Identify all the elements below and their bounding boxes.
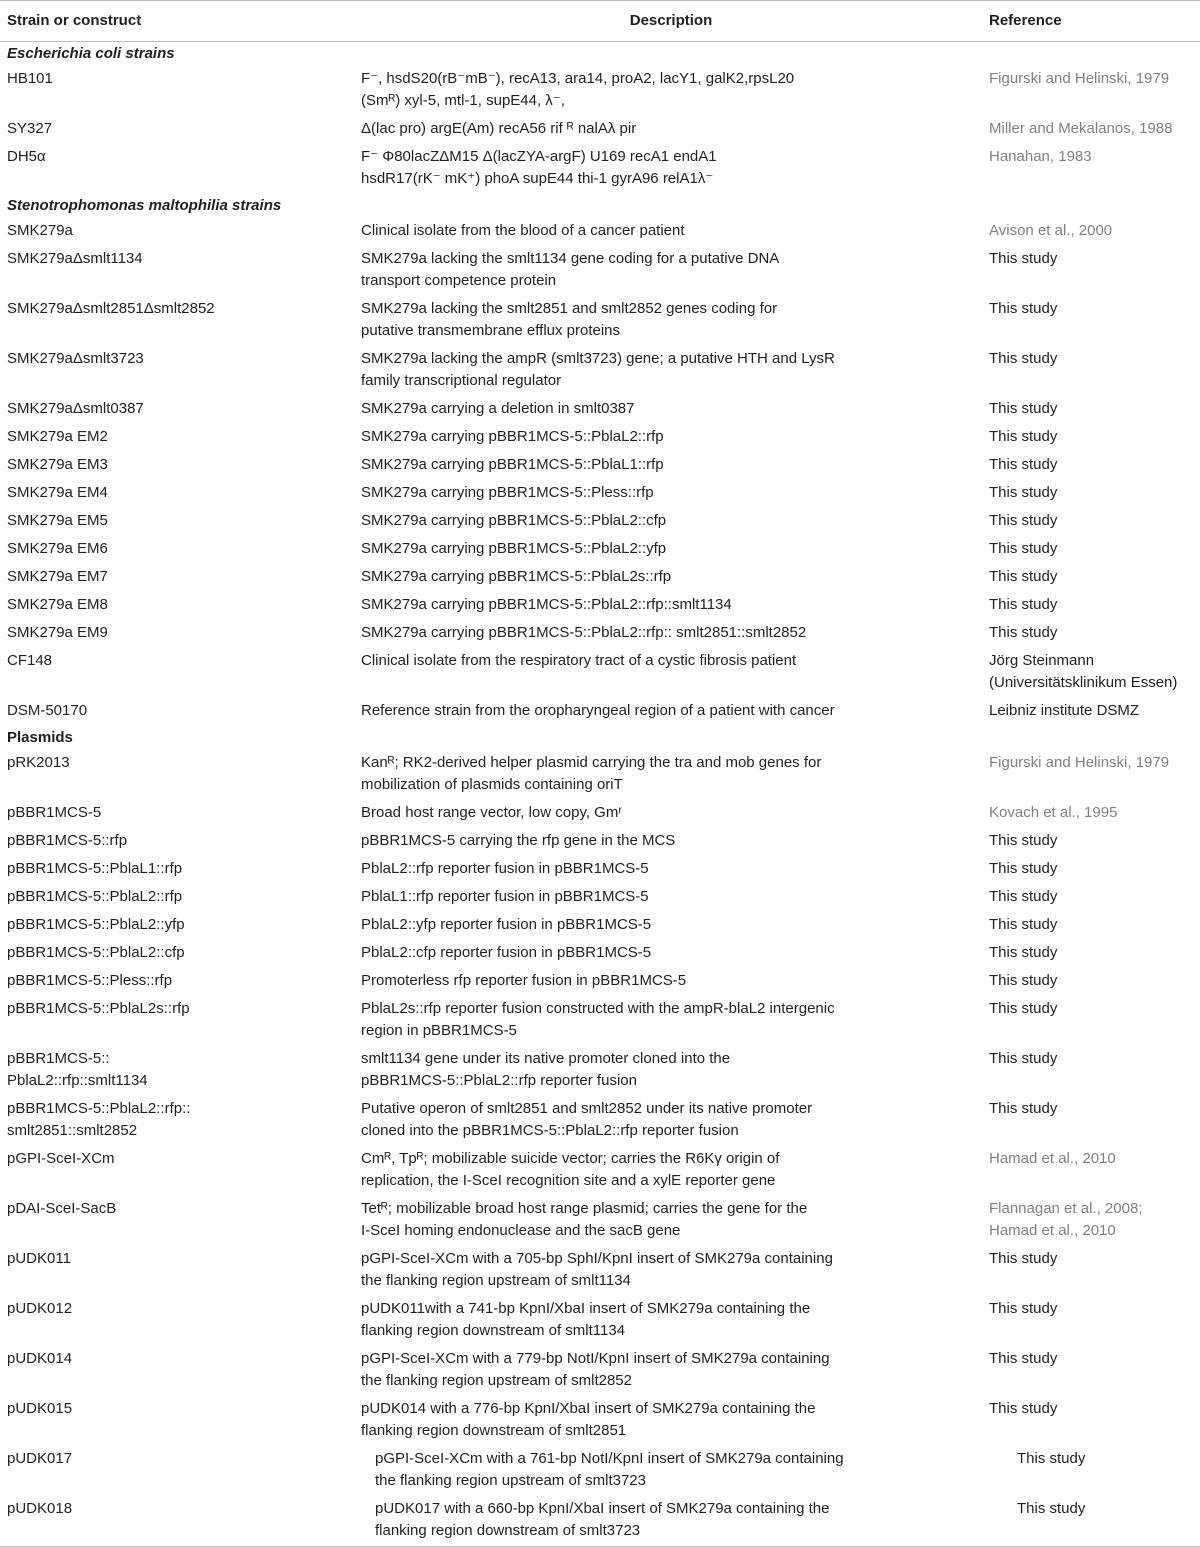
- table-header: [0, 1, 1200, 42]
- reference-cell: This study: [989, 568, 1058, 585]
- strain-cell: pBBR1MCS-5: [7, 804, 102, 821]
- strain-cell: pBBR1MCS-5::PblaL2s::rfp: [7, 1000, 190, 1017]
- strain-cell: SMK279a EM5: [7, 512, 108, 529]
- strain-cell: pUDK014: [7, 1350, 73, 1367]
- description-cell: pBBR1MCS-5 carrying the rfp gene in the MCS: [361, 832, 676, 849]
- strain-cell: SMK279a EM2: [7, 428, 108, 445]
- reference-cell: This study: [989, 300, 1058, 317]
- description-cell: SMK279a carrying pBBR1MCS-5::Pless::rfp: [361, 484, 654, 501]
- table-row: [0, 1246, 1200, 1296]
- strain-cell: SMK279aΔsmlt3723: [7, 350, 144, 367]
- header-description: Description: [355, 1, 987, 42]
- description-cell: Tetᴿ; mobilizable broad host range plasmid; carries the gene for the I-SceI homing endonuclease and the sacB gene: [361, 1200, 808, 1239]
- strain-cell: SMK279aΔsmlt0387: [7, 400, 144, 417]
- strain-cell: SMK279aΔsmlt2851Δsmlt2852: [7, 300, 215, 317]
- description-cell: F⁻ Φ80lacZΔM15 Δ(lacZYA-argF) U169 recA1 endA1 hsdR17(rK⁻ mK⁺) phoA supE44 thi-1 gyrA96 relA1λ⁻: [361, 148, 717, 187]
- reference-cell: This study: [989, 1000, 1058, 1017]
- table-body: [0, 42, 1200, 1547]
- table-row: [0, 296, 1200, 346]
- strain-cell: SMK279a: [7, 222, 73, 239]
- description-cell: pUDK011with a 741-bp KpnI/XbaI insert of SMK279a containing the flanking region downstream of smlt1134: [361, 1300, 811, 1339]
- description-cell: Clinical isolate from the respiratory tract of a cystic fibrosis patient: [361, 652, 797, 669]
- reference-cell: This study: [989, 540, 1058, 557]
- strain-cell: pBBR1MCS-5::PblaL2::rfp: [7, 888, 183, 905]
- strain-cell: SY327: [7, 120, 53, 137]
- reference-cell: This study: [989, 1400, 1058, 1417]
- section-row: [0, 194, 1200, 218]
- reference-cell: Figurski and Helinski, 1979: [989, 754, 1170, 771]
- strain-cell: pBBR1MCS-5::PblaL1::rfp: [7, 860, 183, 877]
- table-row: [0, 66, 1200, 116]
- table-row: [0, 648, 1200, 698]
- description-cell: pGPI-SceI-XCm with a 779-bp NotI/KpnI insert of SMK279a containing the flanking region upstream of smlt2852: [361, 1350, 830, 1389]
- strain-cell: pGPI-SceI-XCm: [7, 1150, 115, 1167]
- description-cell: Putative operon of smlt2851 and smlt2852 under its native promoter cloned into the pBBR1MCS-5::PblaL2::rfp reporter fusion: [361, 1100, 813, 1139]
- reference-cell: This study: [989, 512, 1058, 529]
- description-cell: PblaL2::yfp reporter fusion in pBBR1MCS-5: [361, 916, 652, 933]
- strain-cell: pUDK015: [7, 1400, 73, 1417]
- table-row: [0, 218, 1200, 246]
- strain-cell: SMK279a EM4: [7, 484, 108, 501]
- description-cell: SMK279a carrying pBBR1MCS-5::PblaL2s::rfp: [361, 568, 672, 585]
- strain-cell: pBBR1MCS-5::PblaL2::yfp: [7, 916, 185, 933]
- reference-cell: Avison et al., 2000: [989, 222, 1113, 239]
- description-cell: Clinical isolate from the blood of a cancer patient: [361, 222, 685, 239]
- strain-cell: pBBR1MCS-5::PblaL2::rfp:: smlt2851::smlt2852: [7, 1100, 191, 1139]
- description-cell: SMK279a carrying pBBR1MCS-5::PblaL2::rfp:: smlt2851::smlt2852: [361, 624, 807, 641]
- description-cell: SMK279a carrying pBBR1MCS-5::PblaL2::rfp: [361, 428, 664, 445]
- description-cell: PblaL2::cfp reporter fusion in pBBR1MCS-5: [361, 944, 652, 961]
- table-row: [0, 856, 1200, 884]
- reference-cell: This study: [989, 1250, 1058, 1267]
- description-cell: PblaL2::rfp reporter fusion in pBBR1MCS-5: [361, 860, 649, 877]
- table-row: [0, 698, 1200, 726]
- table-row: [0, 1346, 1200, 1396]
- reference-cell: This study: [989, 860, 1058, 877]
- table-row: [0, 1196, 1200, 1246]
- strain-cell: CF148: [7, 652, 53, 669]
- strain-cell: HB101: [7, 70, 53, 87]
- reference-cell: This study: [989, 250, 1058, 267]
- strain-cell: SMK279a EM6: [7, 540, 108, 557]
- table-row: [0, 620, 1200, 648]
- table-row: [0, 1496, 1200, 1547]
- section-row: [0, 726, 1200, 750]
- reference-cell: This study: [989, 428, 1058, 445]
- description-cell: SMK279a carrying a deletion in smlt0387: [361, 400, 635, 417]
- reference-cell: This study: [989, 972, 1058, 989]
- table-row: [0, 968, 1200, 996]
- strain-cell: SMK279a EM8: [7, 596, 108, 613]
- reference-cell: Kovach et al., 1995: [989, 804, 1118, 821]
- strain-cell: SMK279aΔsmlt1134: [7, 250, 143, 267]
- description-cell: pGPI-SceI-XCm with a 705-bp SphI/KpnI insert of SMK279a containing the flanking region upstream of smlt1134: [361, 1250, 833, 1289]
- reference-cell: Miller and Mekalanos, 1988: [989, 120, 1173, 137]
- description-cell: smlt1134 gene under its native promoter cloned into the pBBR1MCS-5::PblaL2::rfp reporter fusion: [361, 1050, 731, 1089]
- strain-cell: pUDK017: [7, 1450, 73, 1467]
- strain-cell: SMK279a EM9: [7, 624, 108, 641]
- reference-cell: This study: [989, 596, 1058, 613]
- strain-cell: pUDK018: [0, 1496, 355, 1547]
- strain-cell: DH5α: [7, 148, 46, 165]
- strain-cell: pUDK011: [7, 1250, 71, 1267]
- section-label: Plasmids: [7, 729, 73, 746]
- reference-cell: Leibniz institute DSMZ: [989, 702, 1140, 719]
- reference-cell: This study: [987, 1496, 1200, 1547]
- description-cell: Kanᴿ; RK2-derived helper plasmid carrying the tra and mob genes for mobilization of plasmids containing oriT: [361, 754, 822, 793]
- table-row: [0, 800, 1200, 828]
- table-row: [0, 1446, 1200, 1496]
- description-cell: Promoterless rfp reporter fusion in pBBR1MCS-5: [361, 972, 687, 989]
- table-row: [0, 592, 1200, 620]
- reference-cell: This study: [989, 888, 1058, 905]
- reference-cell: This study: [989, 1100, 1058, 1117]
- table-row: [0, 508, 1200, 536]
- description-cell: Broad host range vector, low copy, Gmʳ: [361, 804, 622, 821]
- table-row: [0, 1296, 1200, 1346]
- description-cell: PblaL2s::rfp reporter fusion constructed with the ampR-blaL2 intergenic region in pBBR1MCS-5: [361, 1000, 835, 1039]
- table-row: [0, 246, 1200, 296]
- strain-cell: pBBR1MCS-5::rfp: [7, 832, 128, 849]
- reference-cell: This study: [989, 832, 1058, 849]
- strain-cell: pDAI-SceI-SacB: [7, 1200, 117, 1217]
- strain-cell: DSM-50170: [7, 702, 88, 719]
- reference-cell: This study: [989, 1050, 1058, 1067]
- description-cell: SMK279a lacking the smlt1134 gene coding for a putative DNA transport competence protein: [361, 250, 780, 289]
- strain-cell: pBBR1MCS-5:: PblaL2::rfp::smlt1134: [7, 1050, 148, 1089]
- section-label: Escherichia coli strains: [7, 45, 175, 62]
- table-row: [0, 424, 1200, 452]
- strain-cell: pBBR1MCS-5::PblaL2::cfp: [7, 944, 185, 961]
- table-row: [0, 1396, 1200, 1446]
- reference-cell: Jörg Steinmann (Universitätsklinikum Essen): [989, 652, 1178, 691]
- header-strain: Strain or construct: [0, 1, 355, 42]
- description-cell: pUDK014 with a 776-bp KpnI/XbaI insert of SMK279a containing the flanking region downstream of smlt2851: [361, 1400, 816, 1439]
- table-row: [0, 452, 1200, 480]
- description-cell: SMK279a carrying pBBR1MCS-5::PblaL2::rfp::smlt1134: [361, 596, 732, 613]
- table-row: [0, 564, 1200, 592]
- description-cell: SMK279a carrying pBBR1MCS-5::PblaL1::rfp: [361, 456, 664, 473]
- table-row: [0, 346, 1200, 396]
- section-row: [0, 42, 1200, 67]
- description-cell: pGPI-SceI-XCm with a 761-bp NotI/KpnI insert of SMK279a containing the flanking region upstream of smlt3723: [375, 1450, 844, 1489]
- description-cell: Cmᴿ, Tpᴿ; mobilizable suicide vector; carries the R6Kγ origin of replication, the I-SceI recognition site and a xylE reporter gene: [361, 1150, 780, 1189]
- reference-cell: Hamad et al., 2010: [989, 1150, 1116, 1167]
- reference-cell: This study: [989, 400, 1058, 417]
- reference-cell: Hanahan, 1983: [989, 148, 1092, 165]
- description-cell: SMK279a lacking the smlt2851 and smlt2852 genes coding for putative transmembrane efflux proteins: [361, 300, 778, 339]
- table-row: [0, 750, 1200, 800]
- table-row: [0, 144, 1200, 194]
- reference-cell: This study: [989, 916, 1058, 933]
- section-label: Stenotrophomonas maltophilia strains: [7, 197, 282, 214]
- strain-cell: SMK279a EM3: [7, 456, 108, 473]
- reference-cell: Figurski and Helinski, 1979: [989, 70, 1170, 87]
- description-cell: Reference strain from the oropharyngeal region of a patient with cancer: [361, 702, 835, 719]
- reference-cell: This study: [989, 456, 1058, 473]
- table-row: [0, 396, 1200, 424]
- reference-cell: This study: [989, 1300, 1058, 1317]
- table-row: [0, 996, 1200, 1046]
- table-row: [0, 884, 1200, 912]
- header-reference: Reference: [987, 1, 1200, 42]
- reference-cell: This study: [989, 484, 1058, 501]
- description-cell: SMK279a carrying pBBR1MCS-5::PblaL2::cfp: [361, 512, 667, 529]
- table-row: [0, 536, 1200, 564]
- strain-cell: pBBR1MCS-5::Pless::rfp: [7, 972, 173, 989]
- strain-cell: pRK2013: [7, 754, 70, 771]
- description-cell: SMK279a carrying pBBR1MCS-5::PblaL2::yfp: [361, 540, 667, 557]
- reference-cell: This study: [989, 624, 1058, 641]
- table-row: [0, 828, 1200, 856]
- description-cell: SMK279a lacking the ampR (smlt3723) gene; a putative HTH and LysR family transcriptional regulator: [361, 350, 835, 389]
- reference-cell: This study: [989, 944, 1058, 961]
- reference-cell: Flannagan et al., 2008; Hamad et al., 2010: [989, 1200, 1143, 1239]
- reference-cell: This study: [989, 1350, 1058, 1367]
- table-row: [0, 1146, 1200, 1196]
- reference-cell: This study: [989, 350, 1058, 367]
- table-row: [0, 116, 1200, 144]
- description-cell: Δ(lac pro) argE(Am) recA56 rif ᴿ nalAλ pir: [361, 120, 637, 137]
- reference-cell: This study: [1017, 1450, 1086, 1467]
- description-cell: pUDK017 with a 660-bp KpnI/XbaI insert of SMK279a containing the flanking region downstream of smlt3723: [355, 1496, 987, 1547]
- description-cell: F⁻, hsdS20(rB⁻mB⁻), recA13, ara14, proA2, lacY1, galK2,rpsL20 (Smᴿ) xyl-5, mtl-1, supE44, λ⁻,: [361, 70, 795, 109]
- table-row: [0, 940, 1200, 968]
- table-row: [0, 480, 1200, 508]
- table-row: [0, 1096, 1200, 1146]
- description-cell: PblaL1::rfp reporter fusion in pBBR1MCS-5: [361, 888, 649, 905]
- table-row: [0, 1046, 1200, 1096]
- strain-cell: pUDK012: [7, 1300, 73, 1317]
- strain-cell: SMK279a EM7: [7, 568, 108, 585]
- table-row: [0, 912, 1200, 940]
